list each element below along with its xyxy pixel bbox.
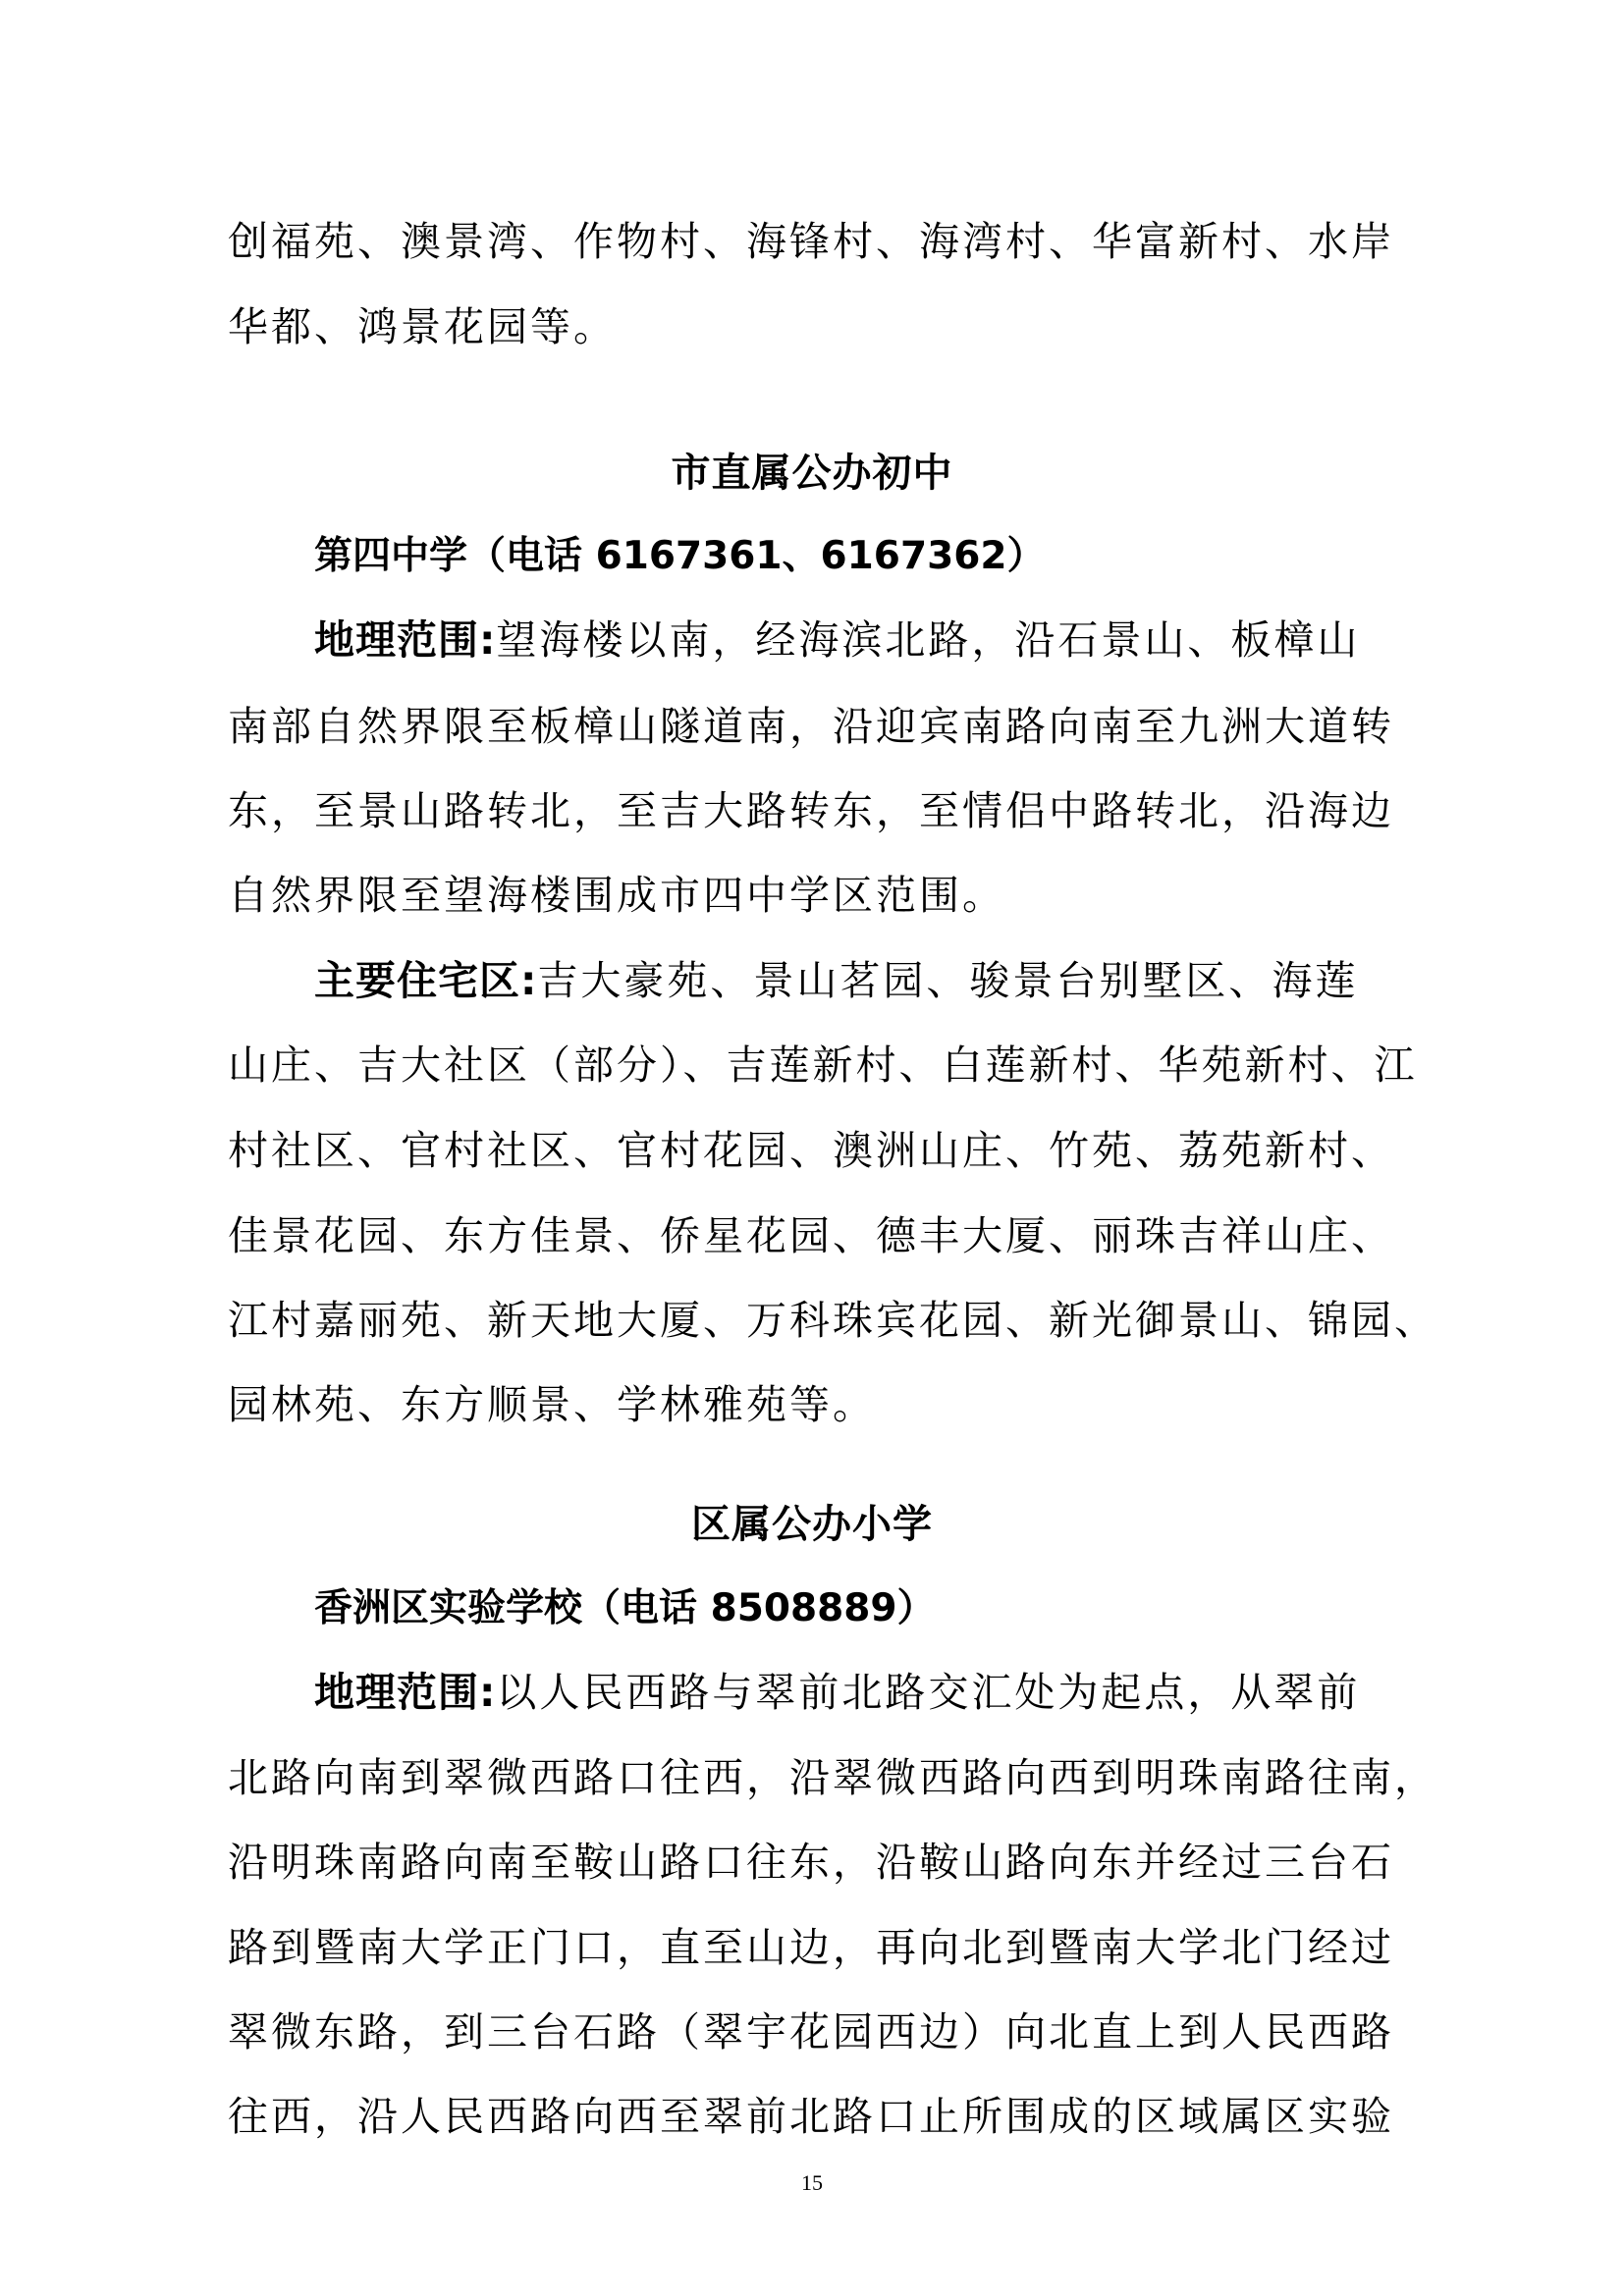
paragraph-line: 佳景花园、东方佳景、侨星花园、德丰大厦、丽珠吉祥山庄、 — [228, 1212, 1394, 1259]
paragraph-line: 村社区、官村社区、官村花园、澳洲山庄、竹苑、荔苑新村、 — [228, 1127, 1394, 1174]
paragraph-line: 北路向南到翠微西路口往西，沿翠微西路向西到明珠南路往南， — [228, 1754, 1437, 1801]
school-title: 香洲区实验学校（电话 8508889） — [314, 1586, 936, 1630]
school-title: 第四中学（电话 6167361、6167362） — [314, 534, 1046, 578]
paragraph-line: 园林苑、东方顺景、学林雅苑等。 — [228, 1381, 876, 1428]
paragraph-line: 江村嘉丽苑、新天地大厦、万科珠宾花园、新光御景山、锦园、 — [228, 1297, 1437, 1344]
section-heading: 市直属公办初中 — [671, 451, 953, 496]
residential-text: 吉大豪苑、景山茗园、骏景台别墅区、海莲 — [537, 957, 1359, 1004]
geo-range-text: 以人民西路与翠前北路交汇处为起点，从翠前 — [496, 1669, 1361, 1716]
paragraph-line: 往西，沿人民西路向西至翠前北路口止所围成的区域属区实验 — [228, 2093, 1394, 2140]
geo-range-label: 地理范围: — [314, 616, 497, 664]
paragraph-line: 山庄、吉大社区（部分）、吉莲新村、白莲新村、华苑新村、江 — [228, 1041, 1418, 1089]
paragraph-line: 南部自然界限至板樟山隧道南，沿迎宾南路向南至九洲大道转 — [228, 703, 1394, 750]
geo-range-label: 地理范围: — [314, 1669, 497, 1716]
residential-label: 主要住宅区: — [314, 957, 538, 1004]
geo-range-text: 望海楼以南，经海滨北路，沿石景山、板樟山 — [496, 616, 1361, 664]
paragraph-line: 沿明珠南路向南至鞍山路口往东，沿鞍山路向东并经过三台石 — [228, 1839, 1394, 1886]
page-number: 15 — [801, 2170, 823, 2195]
paragraph-line: 路到暨南大学正门口，直至山边，再向北到暨南大学北门经过 — [228, 1924, 1394, 1971]
paragraph-line: 创福苑、澳景湾、作物村、海锋村、海湾村、华富新村、水岸 — [228, 218, 1394, 265]
paragraph-line: 翠微东路，到三台石路（翠宇花园西边）向北直上到人民西路 — [228, 2008, 1394, 2056]
geo-range-line — [314, 1667, 1360, 1718]
section-heading: 区属公办小学 — [691, 1502, 933, 1547]
paragraph-line: 东，至景山路转北，至吉大路转东，至情侣中路转北，沿海边 — [228, 787, 1394, 834]
paragraph-line: 华都、鸿景花园等。 — [228, 303, 617, 350]
residential-line — [314, 955, 1358, 1006]
geo-range-line — [314, 614, 1360, 666]
paragraph-line: 自然界限至望海楼围成市四中学区范围。 — [228, 872, 1005, 919]
